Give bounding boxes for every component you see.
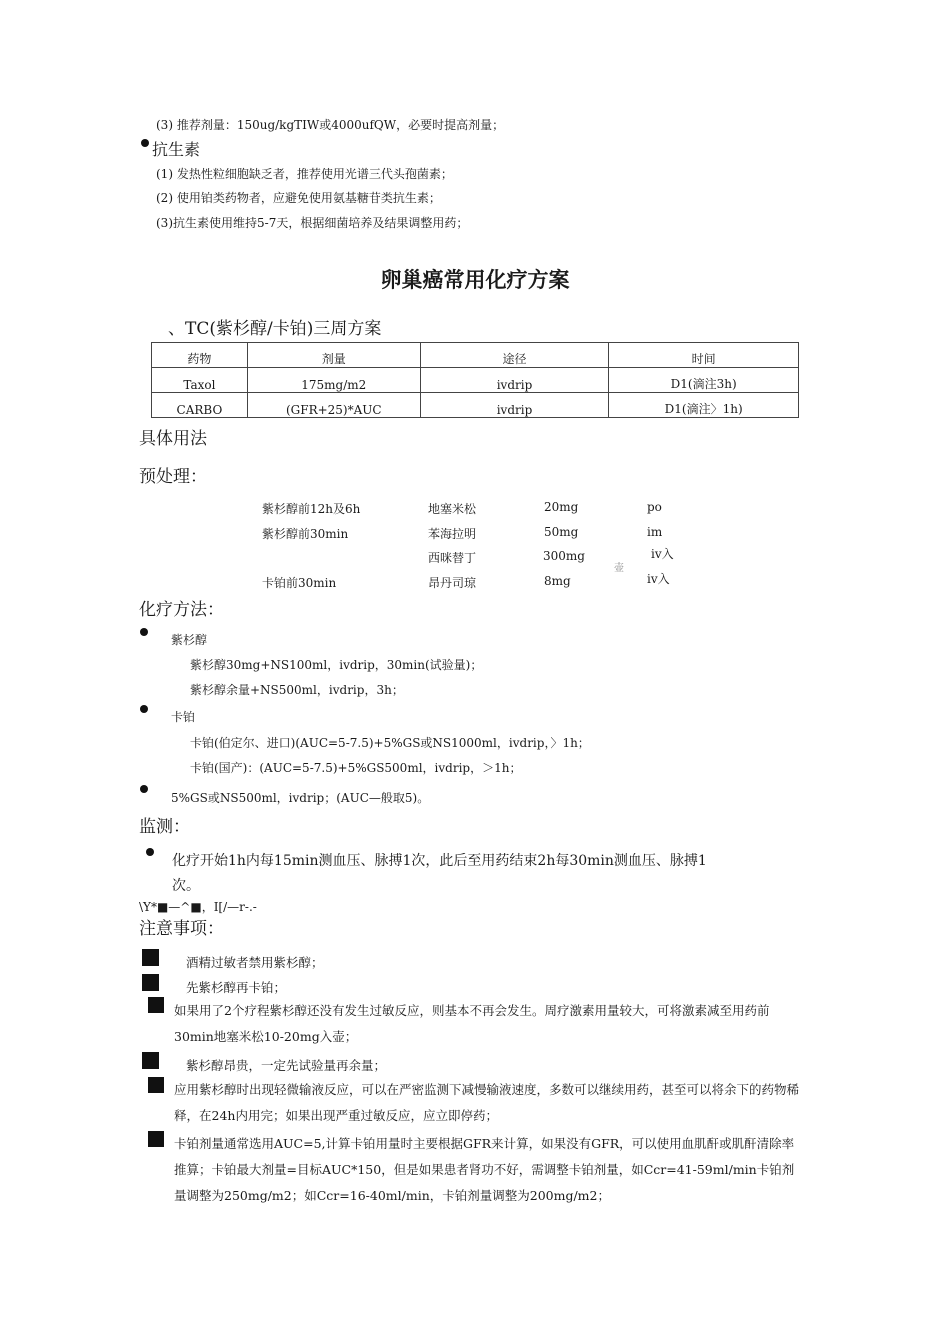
- pretreat-time: 卡铂前30min: [262, 576, 337, 590]
- monitor-line: 化疗开始1h内每15min测血压、脉搏1次，此后至用药结束2h每30min测血压、脉搏1: [172, 853, 707, 869]
- bullet-dot-icon: [141, 139, 149, 147]
- table-header-row: [152, 343, 799, 368]
- dose-recommendation-line: (3) 推荐剂量：150ug/kgTIW或4000ufQW，必要时提高剂量；: [156, 118, 505, 132]
- bullet-dot-icon: [140, 785, 148, 793]
- note-item: 卡铂剂量通常选用AUC=5,计算卡铂用量时主要根据GFR来计算，如果没有GFR，可以使用血肌酐或肌酐清除率推算；卡铂最大剂量=目标AUC*150，但是如果患者肾功不好，需调整卡铂剂量，如Ccr=41-59ml/min卡铂剂量调整为250mg/m2；如Ccr=16-40ml/min，卡铂剂量调整为200mg/m2；: [174, 1136, 795, 1203]
- pretreatment-heading: 预处理：: [139, 467, 207, 487]
- square-bullet-icon: [142, 1052, 159, 1069]
- square-bullet-icon: [148, 1077, 164, 1093]
- page-title: 卵巢癌常用化疗方案: [380, 268, 570, 292]
- pretreat-drug: 地塞米松: [428, 502, 477, 516]
- square-bullet-icon: [142, 949, 159, 966]
- pretreat-time: 紫杉醇前12h及6h: [262, 502, 361, 516]
- antibiotic-item: (1) 发热性粒细胞缺乏者，推荐使用光谱三代头孢菌素；: [156, 167, 453, 181]
- bullet-dot-icon: [146, 848, 154, 856]
- table-row: [152, 393, 799, 418]
- note-item: 先紫杉醇再卡铂；: [186, 980, 287, 995]
- usage-heading: 具体用法: [139, 429, 207, 449]
- note-item: 如果用了2个疗程紫杉醇还没有发生过敏反应，则基本不再会发生。周疗激素用量较大，可将激素减至用药前30min地塞米松10-20mg入壶；: [174, 1003, 770, 1044]
- antibiotic-item: (3)抗生素使用维持5-7天，根据细菌培养及结果调整用药；: [156, 216, 469, 230]
- table-header-cell: 途径: [420, 343, 609, 368]
- carbo-line: 卡铂(国产)：(AUC=5-7.5)+5%GS500ml，ivdrip，＞1h；: [190, 761, 522, 775]
- pretreat-route: iv入: [647, 572, 670, 586]
- fluid-line: 5%GS或NS500ml，ivdrip；(AUC—般取5)。: [171, 791, 430, 805]
- antibiotic-item: (2) 使用铂类药物者，应避免使用氨基糖苷类抗生素；: [156, 191, 441, 205]
- method-heading: 化疗方法：: [139, 600, 224, 620]
- carbo-label: 卡铂: [171, 710, 196, 724]
- pretreat-time: 紫杉醇前30min: [262, 527, 349, 541]
- square-bullet-icon: [148, 997, 164, 1013]
- table-row: [152, 368, 799, 393]
- table-header-cell: 药物: [152, 343, 248, 368]
- table-header-cell: 剂量: [247, 343, 420, 368]
- pretreat-dose: 20mg: [544, 500, 579, 514]
- pretreat-route: im: [647, 525, 663, 539]
- monitor-heading: 监测：: [139, 817, 190, 837]
- bullet-dot-icon: [140, 628, 148, 636]
- pretreat-drug: 苯海拉明: [428, 527, 477, 541]
- regimen-table: [151, 342, 799, 418]
- bullet-dot-icon: [140, 705, 148, 713]
- table-cell: (GFR+25)*AUC: [247, 393, 420, 418]
- pretreat-route: po: [647, 500, 662, 514]
- square-bullet-icon: [148, 1131, 164, 1147]
- table-header-cell: 时间: [609, 343, 799, 368]
- table-cell: D1(滴注〉1h): [609, 393, 799, 418]
- notes-heading: 注意事项：: [139, 919, 224, 939]
- monitor-line: 次。: [172, 878, 200, 894]
- table-cell: ivdrip: [420, 393, 609, 418]
- pretreat-dose: 300mg: [543, 549, 585, 563]
- taxol-label: 紫杉醇: [171, 633, 208, 647]
- table-cell: CARBO: [152, 393, 248, 418]
- stray-mark: 壶: [614, 563, 624, 574]
- table-cell: 175mg/m2: [247, 368, 420, 393]
- table-cell: D1(滴注3h): [609, 368, 799, 393]
- garbled-line: \Y*■—^■，I[/—r-.-: [139, 900, 257, 914]
- note-item: 酒精过敏者禁用紫杉醇；: [186, 955, 324, 970]
- taxol-line: 紫杉醇30mg+NS100ml，ivdrip，30min(试验量)；: [190, 658, 483, 672]
- table-cell: Taxol: [152, 368, 248, 393]
- note-item: 应用紫杉醇时出现轻微输液反应，可以在严密监测下减慢输液速度，多数可以继续用药，甚至可以将余下的药物稀释，在24h内用完；如果出现严重过敏反应，应立即停药；: [174, 1082, 800, 1123]
- pretreat-route: iv入: [651, 547, 674, 561]
- square-bullet-icon: [142, 974, 159, 991]
- antibiotic-heading: 抗生素: [152, 140, 201, 159]
- pretreat-dose: 50mg: [544, 525, 579, 539]
- tc-regimen-heading: 、TC(紫杉醇/卡铂)三周方案: [168, 319, 382, 339]
- pretreat-dose: 8mg: [544, 574, 571, 588]
- pretreat-drug: 昂丹司琼: [428, 576, 477, 590]
- carbo-line: 卡铂(伯定尔、进口)(AUC=5-7.5)+5%GS或NS1000ml，ivdrip，〉1h；: [190, 736, 590, 750]
- pretreat-drug: 西咪替丁: [428, 551, 477, 565]
- note-item: 紫杉醇昂贵，一定先试验量再余量；: [186, 1058, 387, 1073]
- table-cell: ivdrip: [420, 368, 609, 393]
- taxol-line: 紫杉醇余量+NS500ml，ivdrip，3h；: [190, 683, 404, 697]
